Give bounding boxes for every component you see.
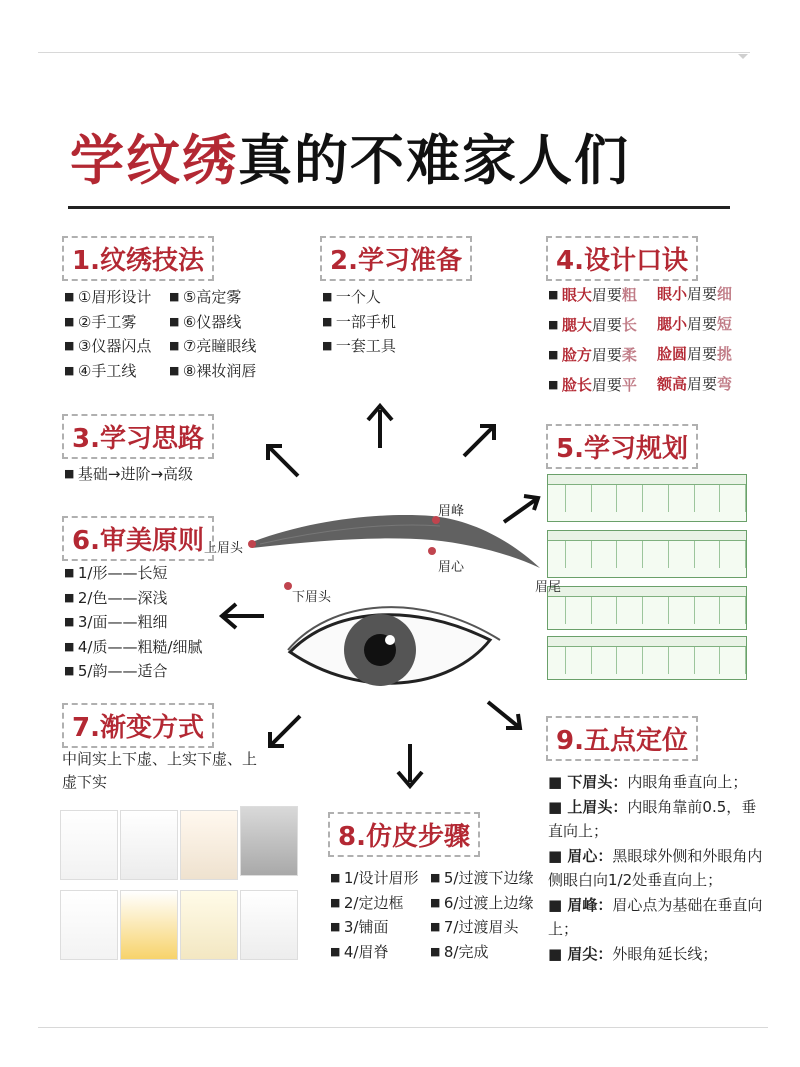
list-item: ■ ②手工雾: [64, 310, 169, 335]
label-tail: 眉尾: [535, 580, 562, 595]
plan-table: [547, 636, 747, 680]
list-item: ■ 3/铺面: [330, 915, 430, 940]
plan-table: [547, 586, 747, 630]
title-black: 真的不难家人们: [238, 129, 630, 192]
center-dot: [428, 547, 436, 555]
thumbnail: [240, 806, 298, 876]
arrow-downright-icon: [484, 696, 528, 736]
arrow-upright-icon: [458, 418, 502, 462]
list-item: ■ ④手工线: [64, 359, 169, 384]
section-2-list: [322, 285, 396, 359]
thumbnail: [60, 890, 118, 960]
title-red: 学纹绣: [70, 129, 238, 192]
list-item: ■ 4/质——粗糙/细腻: [64, 635, 203, 660]
label-peak: 眉峰: [438, 504, 465, 519]
section-3-title: 3.学习思路: [62, 414, 214, 459]
list-item: ■ 1/设计眉形: [330, 866, 430, 891]
section-6-title: 6.审美原则: [62, 516, 214, 561]
list-item: ■ 3/面——粗细: [64, 610, 203, 635]
eyebrow-shape: [252, 515, 540, 568]
list-item: ■ 1/形——长短: [64, 561, 203, 586]
list-item: ■ 上眉头：内眼角靠前0.5，垂直向上；: [548, 797, 757, 840]
section-1-title: 1.纹绣技法: [62, 236, 214, 281]
list-item: ■ ⑦亮瞳眼线: [169, 334, 279, 359]
top-divider: [38, 52, 750, 53]
eyebrow-eye-illustration: [240, 490, 560, 730]
list-item: ■ 下眉头：内眼角垂直向上；: [548, 773, 748, 791]
list-item: ■ 眉尖：外眼角延长线；: [548, 944, 718, 963]
section-9-list: [548, 770, 763, 966]
arrow-up-icon: [360, 400, 400, 450]
list-item: ■ 一个人: [322, 285, 396, 310]
mnemonic-row: ■ 脸长眉要平 额高眉要弯: [548, 370, 732, 400]
page-title: [70, 118, 630, 195]
label-lower-head: 下眉头: [292, 590, 332, 605]
list-item: ■ 6/过渡上边缘: [430, 891, 540, 916]
thumbnail: [120, 890, 178, 960]
list-item: ■ 8/完成: [430, 940, 540, 965]
thumbnail: [180, 810, 238, 880]
section-7-text: 中间实上下虚、上实下虚、上虚下实: [62, 750, 258, 791]
list-item: ■ ⑥仪器线: [169, 310, 279, 335]
list-item: ■ 2/定边框: [330, 891, 430, 916]
top-divider-mark: [738, 54, 748, 59]
section-2-title: 2.学习准备: [320, 236, 472, 281]
section-3-list: [64, 462, 193, 487]
section-8-title: 8.仿皮步骤: [328, 812, 480, 857]
list-item: ■ ③仪器闪点: [64, 334, 169, 359]
arrow-upleft-icon: [260, 438, 304, 482]
arrow-downleft-icon: [262, 710, 306, 754]
mnemonic-row: ■ 脸方眉要柔 脸圆眉要挑: [548, 340, 732, 370]
list-item: ■ 5/过渡下边缘: [430, 866, 540, 891]
section-6-list: [64, 561, 203, 684]
arrow-down-icon: [390, 742, 430, 792]
list-item: ■ ⑤高定雾: [169, 285, 279, 310]
mnemonic-row: ■ 眼大眉要粗 眼小眉要细: [548, 280, 732, 310]
list-item: ■ 7/过渡眉头: [430, 915, 540, 940]
plan-table: [547, 474, 747, 522]
title-underline: [68, 206, 730, 209]
label-center: 眉心: [438, 560, 465, 575]
upper-head-dot: [248, 540, 256, 548]
plan-table: [547, 530, 747, 578]
thumbnail: [60, 810, 118, 880]
list-item: ■ 一套工具: [322, 334, 396, 359]
arrow-left-icon: [216, 600, 266, 630]
bottom-divider: [38, 1027, 768, 1028]
section-9-title: 9.五点定位: [546, 716, 698, 761]
list-item: ■ 4/眉脊: [330, 940, 430, 965]
section-4-title: 4.设计口诀: [546, 236, 698, 281]
section-4-mnemonics: [548, 280, 732, 400]
list-item: ■ 2/色——深浅: [64, 586, 203, 611]
list-item: ■ 眉心：黑眼球外侧和外眼角内侧眼白向1/2处垂直向上；: [548, 846, 763, 889]
section-1-list: [64, 285, 279, 383]
mnemonic-row: ■ 腮大眉要长 腮小眉要短: [548, 310, 732, 340]
section-8-list: [330, 866, 540, 964]
arrow-upright-icon-2: [500, 490, 544, 526]
section-5-title: 5.学习规划: [546, 424, 698, 469]
list-item: ■ 5/韵——适合: [64, 659, 203, 684]
section-7-title: 7.渐变方式: [62, 703, 214, 748]
lower-head-dot: [284, 582, 292, 590]
list-item: ■ ①眉形设计: [64, 285, 169, 310]
list-item: ■ ⑧裸妆润唇: [169, 359, 279, 384]
thumbnail: [120, 810, 178, 880]
list-item: ■ 眉峰：眉心点为基础在垂直向上；: [548, 895, 763, 938]
thumbnail: [180, 890, 238, 960]
list-item: ■ 一部手机: [322, 310, 396, 335]
list-item: ■ 基础→进阶→高级: [64, 462, 193, 487]
label-upper-head: 上眉头: [204, 541, 244, 556]
thumbnail: [240, 890, 298, 960]
